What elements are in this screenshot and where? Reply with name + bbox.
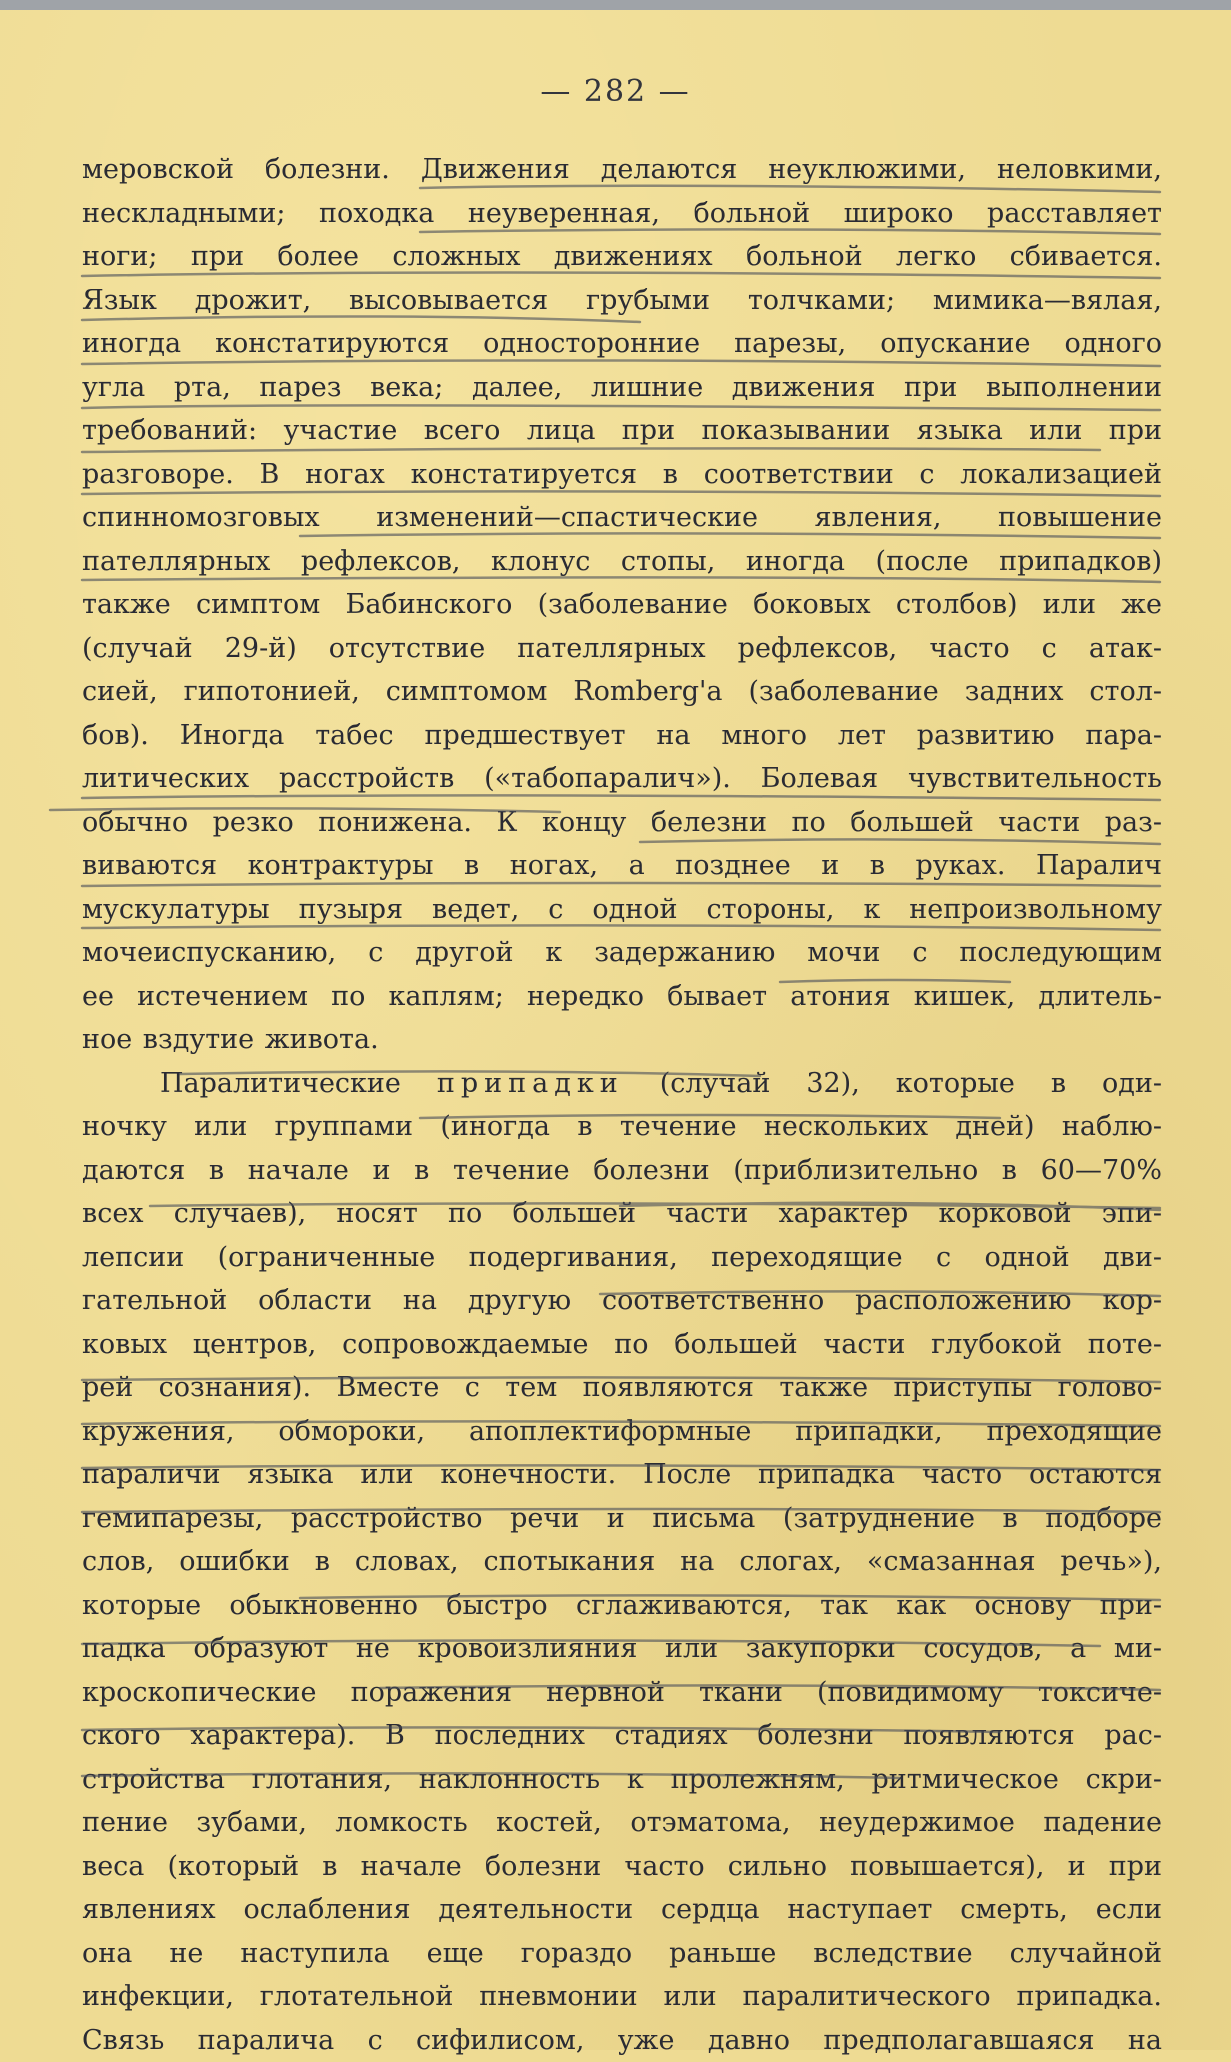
spaced-term: припадки — [437, 1068, 624, 1099]
text-line: иногда констатируются односторонние парезы, опускание одного — [82, 322, 1162, 366]
page-number: — 282 — — [0, 74, 1231, 109]
text-line: даются в начале и в течение болезни (приблизительно в 60—70% — [82, 1149, 1162, 1193]
text-line: мочеиспусканию, с другой к задержанию мочи с последующим — [82, 931, 1162, 975]
text-line: которые обыкновенно быстро сглаживаются, так как основу при- — [82, 1584, 1162, 1628]
paragraph-1 — [82, 148, 1162, 1062]
text-line: ее истечением по каплям; нередко бывает атония кишек, длитель- — [82, 975, 1162, 1019]
text-line: пателлярных рефлексов, клонус стопы, иногда (после припадков) — [82, 540, 1162, 584]
text-line: кружения, обмороки, апоплектиформные припадки, преходящие — [82, 1410, 1162, 1454]
text-line: кроскопические поражения нервной ткани (повидимому токсиче- — [82, 1671, 1162, 1715]
text-line: мускулатуры пузыря ведет, с одной стороны, к непроизвольному — [82, 888, 1162, 932]
text-line: гемипарезы, расстройство речи и письма (затруднение в подборе — [82, 1497, 1162, 1541]
text-line: стройства глотания, наклонность к пролежням, ритмическое скри- — [82, 1758, 1162, 1802]
text-line: параличи языка или конечности. После припадка часто остаются — [82, 1453, 1162, 1497]
text-line: бов). Иногда табес предшествует на много лет развитию пара- — [82, 714, 1162, 758]
text-line: литических расстройств («табопаралич»). Болевая чувствительность — [82, 757, 1162, 801]
text-line: гательной области на другую соответственно расположению кор- — [82, 1279, 1162, 1323]
text-segment: (случай 32), которые в оди- — [624, 1068, 1162, 1099]
text-segment: Паралитические — [160, 1068, 437, 1099]
text-line: требований: участие всего лица при показывании языка или при — [82, 409, 1162, 453]
text-line: всех случаев), носят по большей части характер корковой эпи- — [82, 1192, 1162, 1236]
text-line: нескладными; походка неуверенная, больной широко расставляет — [82, 192, 1162, 236]
text-line: ского характера). В последних стадиях болезни появляются рас- — [82, 1714, 1162, 1758]
scan-edge — [0, 0, 1231, 10]
text-line: явлениях ослабления деятельности сердца наступает смерть, если — [82, 1888, 1162, 1932]
text-line: рей сознания). Вместе с тем появляются также приступы голово- — [82, 1366, 1162, 1410]
text-line: веса (который в начале болезни часто сильно повышается), и при — [82, 1845, 1162, 1889]
text-line: (случай 29-й) отсутствие пателлярных рефлексов, часто с атак- — [82, 627, 1162, 671]
text-line: лепсии (ограниченные подергивания, переходящие с одной дви- — [82, 1236, 1162, 1280]
text-line: ночку или группами (иногда в течение нескольких дней) наблю- — [82, 1105, 1162, 1149]
text-line: также симптом Бабинского (заболевание боковых столбов) или же — [82, 583, 1162, 627]
body-text — [82, 148, 1162, 2062]
text-line: ковых центров, сопровождаемые по большей части глубокой поте- — [82, 1323, 1162, 1367]
text-line — [82, 1062, 1162, 1106]
text-line: спинномозговых изменений—спастические явления, повышение — [82, 496, 1162, 540]
paragraph-2 — [82, 1062, 1162, 2062]
text-line: падка образуют не кровоизлияния или закупорки сосудов, а ми- — [82, 1627, 1162, 1671]
text-line: ное вздутие живота. — [82, 1018, 1162, 1062]
text-line: угла рта, парез века; далее, лишние движения при выполнении — [82, 366, 1162, 410]
text-line: разговоре. В ногах констатируется в соответствии с локализацией — [82, 453, 1162, 497]
text-line: слов, ошибки в словах, спотыкания на слогах, «смазанная речь»), — [82, 1540, 1162, 1584]
text-line: пение зубами, ломкость костей, отэматома, неудержимое падение — [82, 1801, 1162, 1845]
text-line: инфекции, глотательной пневмонии или паралитического припадка. — [82, 1975, 1162, 2019]
text-line: она не наступила еще гораздо раньше вследствие случайной — [82, 1932, 1162, 1976]
text-line: Связь паралича с сифилисом, уже давно предполагавшаяся на — [82, 2019, 1162, 2062]
text-line: меровской болезни. Движения делаются неуклюжими, неловкими, — [82, 148, 1162, 192]
text-line: Язык дрожит, высовывается грубыми толчками; мимика—вялая, — [82, 279, 1162, 323]
text-line: ноги; при более сложных движениях больной легко сбивается. — [82, 235, 1162, 279]
text-line: обычно резко понижена. К концу белезни по большей части раз- — [82, 801, 1162, 845]
text-line: виваются контрактуры в ногах, а позднее и в руках. Паралич — [82, 844, 1162, 888]
text-line: сией, гипотонией, симптомом Romberg'a (заболевание задних стол- — [82, 670, 1162, 714]
